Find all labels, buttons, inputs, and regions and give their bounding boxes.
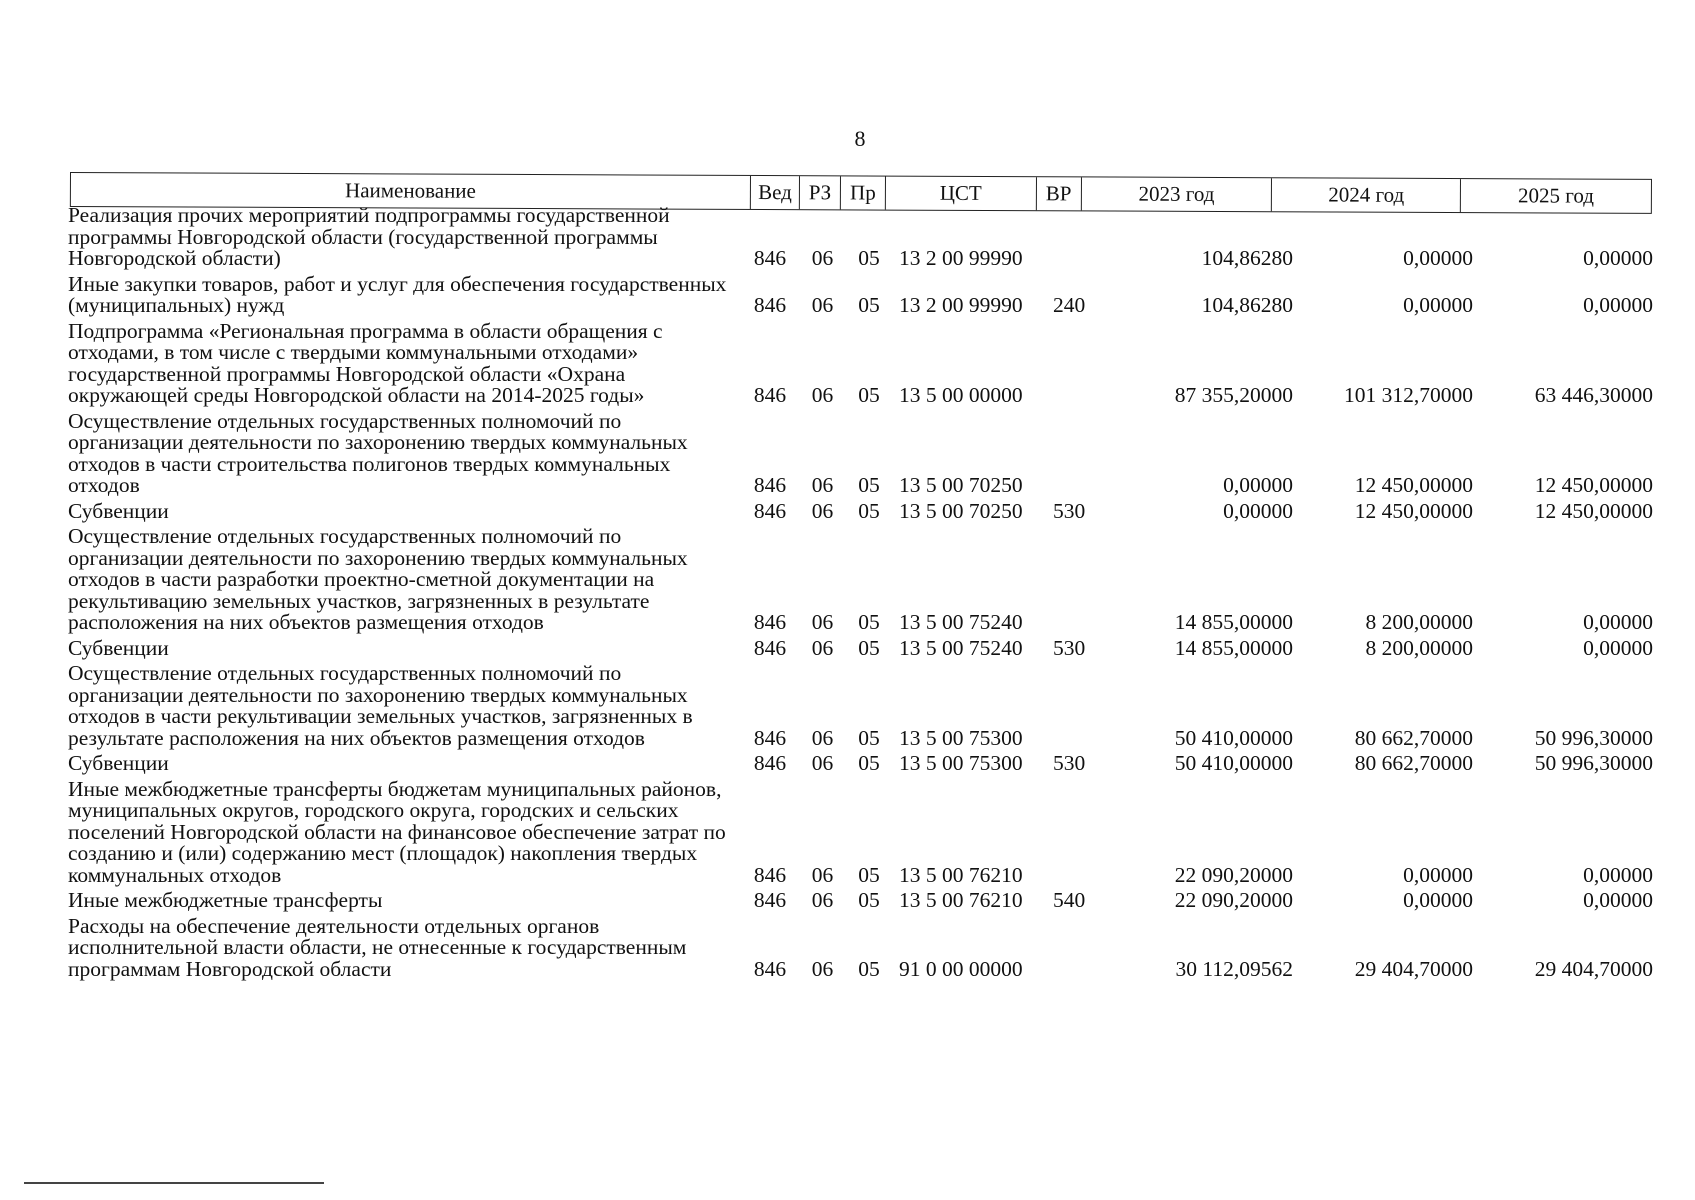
cell-rz: 06 (811, 610, 834, 634)
cell-pr: 05 (858, 956, 880, 981)
header-2023: 2023 год (1082, 177, 1273, 211)
cell-pr: 05 (858, 635, 880, 660)
cell-y2025: 12 450,00000 (1534, 498, 1653, 523)
cell-name: Субвенции (68, 751, 169, 775)
cell-name: Иные межбюджетные трансферты бюджетам муниципальных районов, муниципальных округов, городского округа, городских и сельских поселений Новгородской области на финансовое обеспечение затрат по созданию и (или) содержанию мест (площадок) накопления твердых коммунальных отходов (68, 776, 726, 887)
cell-name: Иные закупки товаров, работ и услуг для обеспечения государственных (муниципальных) нужд (68, 271, 727, 317)
cell-y2023: 87 355,20000 (1174, 383, 1293, 407)
cell-y2023: 0,00000 (1223, 498, 1293, 523)
cell-rz: 06 (811, 246, 834, 270)
cell-cst: 13 5 00 75240 (899, 610, 1023, 634)
cell-y2024: 12 450,00000 (1354, 498, 1473, 523)
table-row (68, 205, 1658, 270)
cell-cst: 13 5 00 76210 (899, 888, 1023, 912)
cell-y2024: 80 662,70000 (1354, 725, 1473, 750)
cell-y2024: 12 450,00000 (1354, 473, 1473, 497)
cell-pr: 05 (858, 293, 880, 317)
cell-pr: 05 (858, 246, 880, 270)
cell-pr: 05 (858, 862, 880, 887)
cell-y2025: 63 446,30000 (1534, 383, 1653, 407)
cell-y2024: 29 404,70000 (1354, 956, 1473, 981)
cell-vr: 540 (1053, 888, 1086, 912)
cell-cst: 13 5 00 75300 (899, 751, 1023, 775)
cell-y2023: 14 855,00000 (1174, 610, 1293, 634)
cell-vr: 530 (1053, 635, 1086, 660)
cell-cst: 13 5 00 70250 (899, 473, 1023, 497)
table-row (68, 776, 1658, 887)
cell-y2025: 12 450,00000 (1534, 473, 1653, 497)
header-cst: ЦСТ (886, 177, 1037, 211)
cell-y2023: 50 410,00000 (1174, 725, 1293, 750)
cell-rz: 06 (811, 293, 834, 317)
cell-name: Субвенции (68, 498, 169, 523)
cell-ved: 846 (753, 751, 787, 775)
cell-y2025: 0,00000 (1583, 293, 1653, 317)
cell-pr: 05 (858, 610, 880, 634)
cell-y2024: 8 200,00000 (1365, 635, 1473, 660)
cell-cst: 13 5 00 75300 (899, 725, 1023, 750)
cell-rz: 06 (811, 635, 834, 660)
cell-pr: 05 (858, 751, 880, 775)
table-row (68, 913, 1658, 981)
budget-table (68, 205, 1658, 984)
cell-cst: 13 5 00 70250 (899, 498, 1023, 523)
header-2024: 2024 год (1272, 178, 1461, 212)
header-2025: 2025 год (1518, 183, 1595, 208)
table-row (68, 271, 1658, 317)
cell-y2023: 104,86280 (1201, 293, 1293, 317)
cell-name: Осуществление отдельных государственных полномочий по организации деятельности по захоронению твердых коммунальных отходов в части рекультивации земельных участков, загрязненных в результате расположения на них объектов размещения отходов (68, 661, 693, 750)
cell-name: Реализация прочих мероприятий подпрограммы государственной программы Новгородской области (государственной программы Новгородской области) (68, 203, 670, 270)
cell-name: Иные межбюджетные трансферты (68, 888, 383, 912)
cell-pr: 05 (858, 498, 880, 523)
cell-ved: 846 (753, 956, 787, 981)
cell-vr: 240 (1053, 293, 1086, 317)
cell-ved: 846 (753, 498, 787, 523)
cell-ved: 846 (753, 246, 787, 270)
table-row (68, 498, 1658, 523)
cell-y2023: 50 410,00000 (1174, 751, 1293, 775)
table-row (68, 526, 1658, 634)
cell-y2024: 101 312,70000 (1344, 383, 1473, 407)
header-pr: Пр (841, 176, 886, 209)
cell-y2025: 0,00000 (1583, 246, 1653, 270)
cell-ved: 846 (753, 862, 787, 887)
cell-cst: 13 2 00 99990 (899, 246, 1023, 270)
cell-rz: 06 (811, 498, 834, 523)
footer-divider (24, 1182, 324, 1184)
cell-rz: 06 (811, 751, 834, 775)
table-row (68, 635, 1658, 660)
cell-ved: 846 (753, 725, 787, 750)
cell-y2025: 29 404,70000 (1534, 956, 1653, 981)
cell-ved: 846 (753, 293, 787, 317)
header-rz: РЗ (800, 176, 841, 209)
cell-name: Осуществление отдельных государственных полномочий по организации деятельности по захоронению твердых коммунальных отходов в части разработки проектно-сметной документации на рекультивацию земельных участков, загрязненных в результате расположения на них объектов размещения отходов (68, 524, 688, 634)
header-vr: ВР (1037, 177, 1082, 210)
cell-name: Осуществление отдельных государственных полномочий по организации деятельности по захоронению твердых коммунальных отходов в части строительства полигонов твердых коммунальных отходов (68, 408, 688, 497)
cell-ved: 846 (753, 383, 787, 407)
cell-cst: 13 5 00 00000 (899, 383, 1023, 407)
cell-rz: 06 (811, 956, 834, 981)
cell-ved: 846 (753, 610, 787, 634)
cell-y2023: 30 112,09562 (1175, 956, 1293, 981)
cell-y2023: 22 090,20000 (1174, 862, 1293, 887)
table-row (68, 318, 1658, 407)
cell-name: Расходы на обеспечение деятельности отдельных органов исполнительной власти области, не отнесенные к государственным программам Новгородской области (68, 913, 687, 981)
cell-y2025: 0,00000 (1583, 610, 1653, 634)
header-ved: Вед (751, 176, 800, 209)
cell-vr: 530 (1053, 498, 1086, 523)
cell-rz: 06 (811, 383, 834, 407)
cell-y2025: 50 996,30000 (1534, 751, 1653, 775)
page-number: 8 (854, 126, 866, 151)
cell-name: Подпрограмма «Региональная программа в области обращения с отходами, в том числе с твердыми коммунальными отходами» государственной программы Новгородской области «Охрана окружающей среды Новгородской области на 2014-2025 годы» (68, 318, 663, 407)
cell-y2025: 0,00000 (1583, 635, 1653, 660)
cell-y2023: 104,86280 (1201, 246, 1293, 270)
cell-rz: 06 (811, 888, 834, 912)
table-row (68, 890, 1658, 912)
cell-y2025: 0,00000 (1583, 888, 1653, 912)
cell-rz: 06 (811, 473, 834, 497)
cell-cst: 13 2 00 99990 (899, 293, 1023, 317)
cell-pr: 05 (858, 473, 880, 497)
cell-pr: 05 (858, 725, 880, 750)
cell-cst: 13 5 00 76210 (899, 862, 1023, 887)
cell-y2024: 0,00000 (1403, 862, 1473, 887)
cell-ved: 846 (753, 888, 787, 912)
cell-y2024: 0,00000 (1403, 888, 1473, 912)
cell-cst: 91 0 00 00000 (899, 956, 1023, 981)
cell-pr: 05 (858, 383, 880, 407)
cell-pr: 05 (858, 888, 880, 912)
table-row (68, 663, 1658, 749)
cell-cst: 13 5 00 75240 (899, 635, 1023, 660)
table-row (68, 753, 1658, 775)
header-name: Наименование (71, 173, 751, 209)
cell-y2024: 80 662,70000 (1354, 751, 1473, 775)
cell-y2023: 14 855,00000 (1174, 635, 1293, 660)
cell-y2025: 50 996,30000 (1534, 725, 1653, 750)
cell-ved: 846 (753, 635, 787, 660)
cell-y2024: 0,00000 (1403, 293, 1473, 317)
cell-rz: 06 (811, 725, 834, 750)
cell-ved: 846 (753, 473, 787, 497)
cell-y2023: 0,00000 (1223, 473, 1293, 497)
cell-y2024: 0,00000 (1403, 246, 1473, 270)
cell-name: Субвенции (68, 635, 169, 660)
table-row (68, 408, 1658, 497)
cell-y2023: 22 090,20000 (1174, 888, 1293, 912)
cell-vr: 530 (1053, 751, 1086, 775)
cell-y2024: 8 200,00000 (1365, 610, 1473, 634)
cell-rz: 06 (811, 862, 834, 887)
cell-y2025: 0,00000 (1583, 862, 1653, 887)
